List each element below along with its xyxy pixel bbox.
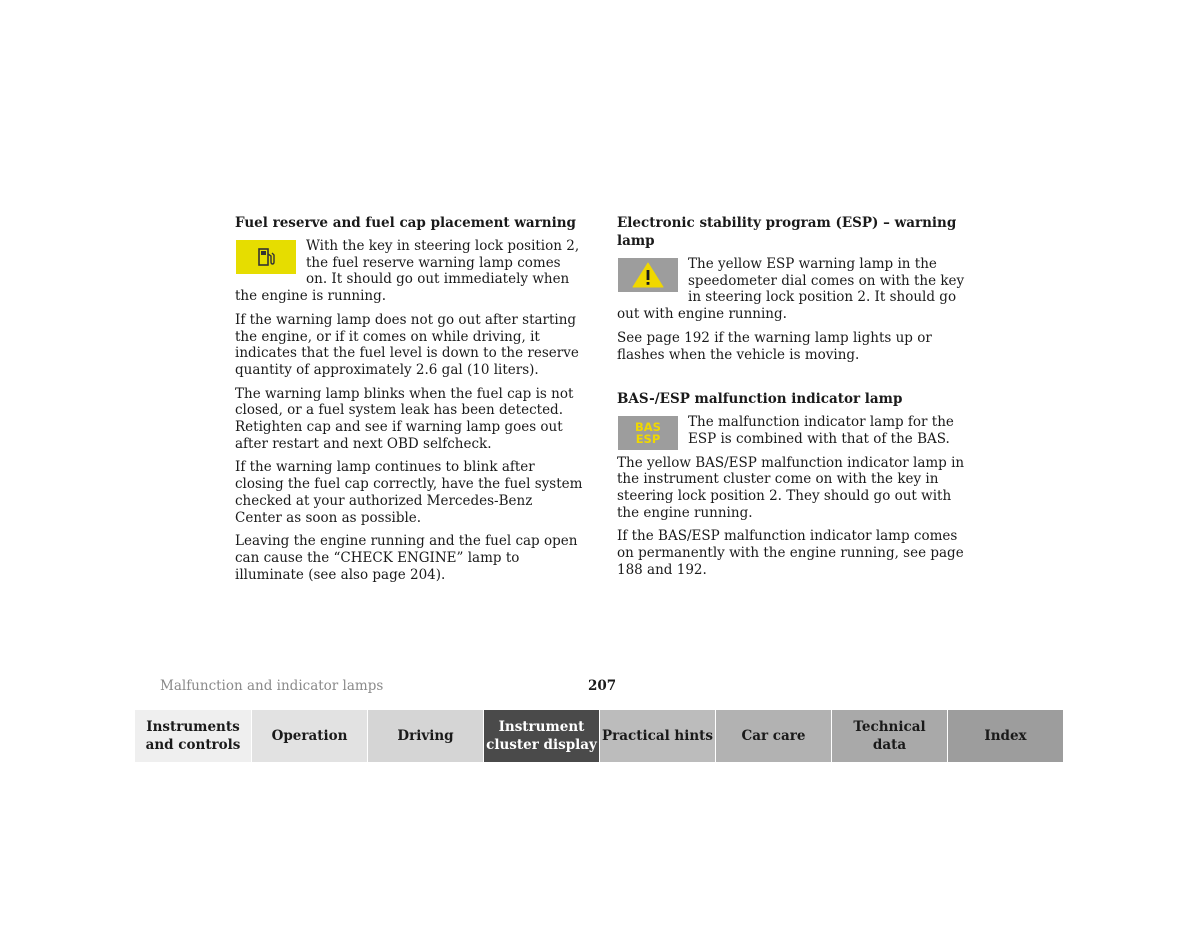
tab-instruments-and-controls[interactable]: Instruments and controls <box>135 710 251 762</box>
fuel-paragraph-3: The warning lamp blinks when the fuel cap is not closed, or a fuel system leak has been detected. Retighten cap and see if warning lamp goes out after restart and next OBD selfcheck. <box>235 385 574 452</box>
tab-instrument-cluster-display[interactable]: Instrument cluster display <box>483 710 599 762</box>
bas-esp-lamp-icon <box>618 416 678 450</box>
fuel-paragraph-5: Leaving the engine running and the fuel cap open can cause the “CHECK ENGINE” lamp to illuminate (see also page 204). <box>235 533 578 583</box>
fuel-paragraph-1: With the key in steering lock position 2, the fuel reserve warning lamp comes on. It should go out immediately when the engine is running. <box>235 238 580 305</box>
bas-paragraph-3: If the BAS/ESP malfunction indicator lamp comes on permanently with the engine running, see page 188 and 192. <box>617 528 964 578</box>
chapter-nav <box>135 710 1063 762</box>
esp-paragraph-1: The yellow ESP warning lamp in the speedometer dial comes on with the key in steering lock position 2. It should go out with engine running. <box>617 256 965 323</box>
tab-practical-hints[interactable]: Practical hints <box>599 710 715 762</box>
fuel-lamp-block <box>235 238 583 312</box>
tab-index[interactable]: Index <box>947 710 1063 762</box>
tab-technical-data[interactable]: Technical data <box>831 710 947 762</box>
tab-operation[interactable]: Operation <box>251 710 367 762</box>
esp-lamp-block <box>617 256 965 330</box>
right-column <box>617 214 965 586</box>
page-number: 207 <box>588 678 617 694</box>
esp-label: ESP <box>635 432 661 447</box>
left-column <box>235 214 583 590</box>
warning-triangle-icon <box>618 258 678 292</box>
fuel-warning-heading: Fuel reserve and fuel cap placement warning <box>235 215 576 231</box>
esp-warning-heading: Electronic stability program (ESP) – warning lamp <box>617 215 957 249</box>
fuel-paragraph-2: If the warning lamp does not go out after starting the engine, or if it comes on while driving, it indicates that the fuel level is down to the reserve quantity of approximately 2.6 gal (10 liters). <box>235 311 579 378</box>
bas-paragraph-1: The malfunction indicator lamp for the ESP is combined with that of the BAS. <box>688 414 954 447</box>
bas-paragraph-2: The yellow BAS/ESP malfunction indicator lamp in the instrument cluster come on with the key in steering lock position 2. They should go out with the engine running. <box>617 454 965 521</box>
esp-paragraph-2: See page 192 if the warning lamp lights up or flashes when the vehicle is moving. <box>617 329 932 363</box>
bas-label: BAS <box>635 420 661 435</box>
bas-esp-heading: BAS-/ESP malfunction indicator lamp <box>617 391 903 408</box>
fuel-pump-icon <box>236 240 296 274</box>
fuel-paragraph-4: If the warning lamp continues to blink after closing the fuel cap correctly, have the fuel system checked at your authorized Mercedes-Benz Center as soon as possible. <box>235 459 583 526</box>
tab-car-care[interactable]: Car care <box>715 710 831 762</box>
section-title: Malfunction and indicator lamps <box>160 678 384 694</box>
tab-driving[interactable]: Driving <box>367 710 483 762</box>
bas-lamp-block <box>617 414 965 528</box>
